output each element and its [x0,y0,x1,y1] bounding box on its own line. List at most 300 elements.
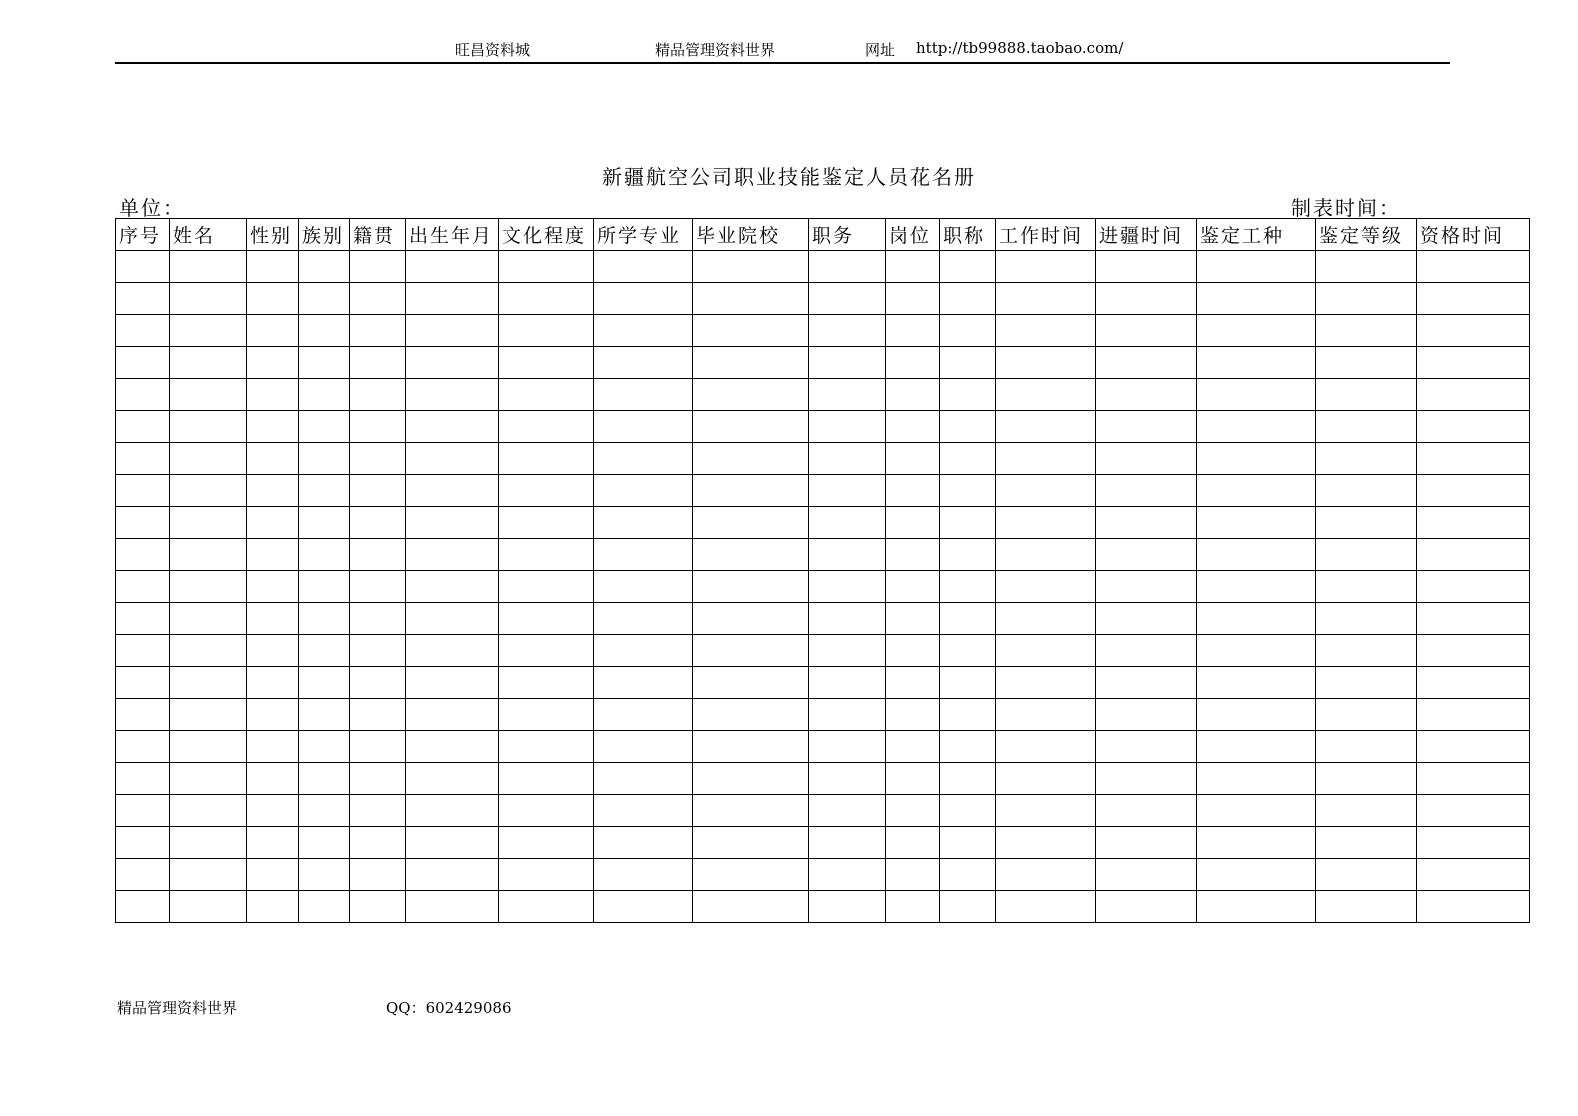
table-cell[interactable] [1316,347,1417,379]
table-cell[interactable] [350,571,406,603]
table-cell[interactable] [499,667,594,699]
table-cell[interactable] [809,891,886,923]
table-cell[interactable] [406,635,499,667]
header-url[interactable]: http://tb99888.taobao.com/ [916,39,1124,57]
table-cell[interactable] [247,379,299,411]
table-cell[interactable] [299,411,350,443]
table-cell[interactable] [996,571,1096,603]
table-cell[interactable] [299,667,350,699]
table-cell[interactable] [886,443,940,475]
table-cell[interactable] [247,347,299,379]
table-cell[interactable] [406,251,499,283]
table-cell[interactable] [406,475,499,507]
table-cell[interactable] [996,699,1096,731]
table-cell[interactable] [594,251,693,283]
table-cell[interactable] [1096,603,1197,635]
table-cell[interactable] [499,411,594,443]
table-cell[interactable] [406,859,499,891]
table-cell[interactable] [594,795,693,827]
table-cell[interactable] [809,859,886,891]
table-cell[interactable] [1316,603,1417,635]
table-cell[interactable] [406,763,499,795]
table-cell[interactable] [1316,571,1417,603]
table-cell[interactable] [809,763,886,795]
table-cell[interactable] [1417,795,1530,827]
table-cell[interactable] [299,635,350,667]
table-cell[interactable] [594,827,693,859]
table-cell[interactable] [406,379,499,411]
table-cell[interactable] [116,699,170,731]
table-cell[interactable] [350,443,406,475]
table-cell[interactable] [499,443,594,475]
table-cell[interactable] [809,827,886,859]
table-cell[interactable] [693,475,809,507]
table-cell[interactable] [886,827,940,859]
table-cell[interactable] [350,379,406,411]
table-cell[interactable] [499,699,594,731]
table-cell[interactable] [809,699,886,731]
table-cell[interactable] [594,539,693,571]
table-cell[interactable] [1197,443,1316,475]
table-cell[interactable] [1316,763,1417,795]
table-cell[interactable] [886,475,940,507]
table-cell[interactable] [499,859,594,891]
table-cell[interactable] [1316,507,1417,539]
table-cell[interactable] [499,827,594,859]
table-cell[interactable] [247,891,299,923]
table-cell[interactable] [594,379,693,411]
table-cell[interactable] [1417,379,1530,411]
table-cell[interactable] [996,667,1096,699]
table-cell[interactable] [1316,635,1417,667]
table-cell[interactable] [350,315,406,347]
table-cell[interactable] [1197,667,1316,699]
table-cell[interactable] [406,443,499,475]
table-cell[interactable] [809,635,886,667]
table-cell[interactable] [940,379,996,411]
table-cell[interactable] [247,475,299,507]
table-cell[interactable] [940,699,996,731]
table-cell[interactable] [886,315,940,347]
table-cell[interactable] [116,411,170,443]
table-cell[interactable] [809,603,886,635]
table-cell[interactable] [1096,891,1197,923]
table-cell[interactable] [594,507,693,539]
table-cell[interactable] [594,283,693,315]
table-cell[interactable] [247,859,299,891]
table-cell[interactable] [499,763,594,795]
table-cell[interactable] [886,763,940,795]
table-cell[interactable] [809,347,886,379]
table-cell[interactable] [170,827,247,859]
table-cell[interactable] [170,251,247,283]
table-cell[interactable] [499,251,594,283]
table-cell[interactable] [886,603,940,635]
table-cell[interactable] [594,571,693,603]
table-cell[interactable] [886,379,940,411]
table-cell[interactable] [247,251,299,283]
table-cell[interactable] [299,379,350,411]
table-cell[interactable] [594,411,693,443]
table-cell[interactable] [499,603,594,635]
table-cell[interactable] [350,699,406,731]
table-cell[interactable] [940,347,996,379]
table-cell[interactable] [886,507,940,539]
table-cell[interactable] [406,507,499,539]
table-cell[interactable] [299,507,350,539]
table-cell[interactable] [1417,635,1530,667]
table-cell[interactable] [170,507,247,539]
table-cell[interactable] [594,731,693,763]
table-cell[interactable] [1316,251,1417,283]
table-cell[interactable] [170,347,247,379]
table-cell[interactable] [116,603,170,635]
table-cell[interactable] [350,475,406,507]
table-cell[interactable] [886,731,940,763]
table-cell[interactable] [1096,731,1197,763]
table-cell[interactable] [299,827,350,859]
table-cell[interactable] [247,539,299,571]
table-cell[interactable] [940,859,996,891]
table-cell[interactable] [1417,283,1530,315]
table-cell[interactable] [693,859,809,891]
table-cell[interactable] [499,507,594,539]
table-cell[interactable] [809,315,886,347]
table-cell[interactable] [693,347,809,379]
table-cell[interactable] [693,763,809,795]
table-cell[interactable] [809,539,886,571]
table-cell[interactable] [499,475,594,507]
table-cell[interactable] [1096,763,1197,795]
table-cell[interactable] [693,411,809,443]
table-cell[interactable] [499,571,594,603]
table-cell[interactable] [1096,667,1197,699]
table-cell[interactable] [996,283,1096,315]
table-cell[interactable] [594,699,693,731]
table-cell[interactable] [499,539,594,571]
table-cell[interactable] [247,571,299,603]
table-cell[interactable] [299,283,350,315]
table-cell[interactable] [499,635,594,667]
table-cell[interactable] [996,763,1096,795]
table-cell[interactable] [1316,859,1417,891]
table-cell[interactable] [1417,315,1530,347]
table-cell[interactable] [406,539,499,571]
table-cell[interactable] [1197,731,1316,763]
table-cell[interactable] [940,731,996,763]
table-cell[interactable] [996,315,1096,347]
table-cell[interactable] [299,315,350,347]
table-cell[interactable] [247,283,299,315]
table-cell[interactable] [1096,315,1197,347]
table-cell[interactable] [1417,667,1530,699]
table-cell[interactable] [170,443,247,475]
table-cell[interactable] [1417,731,1530,763]
table-cell[interactable] [1197,315,1316,347]
table-cell[interactable] [594,603,693,635]
table-cell[interactable] [940,475,996,507]
table-cell[interactable] [1096,571,1197,603]
table-cell[interactable] [499,731,594,763]
table-cell[interactable] [940,891,996,923]
table-cell[interactable] [996,795,1096,827]
table-cell[interactable] [1096,251,1197,283]
table-cell[interactable] [1417,475,1530,507]
table-cell[interactable] [116,859,170,891]
table-cell[interactable] [693,603,809,635]
table-cell[interactable] [499,891,594,923]
table-cell[interactable] [247,315,299,347]
table-cell[interactable] [406,347,499,379]
table-cell[interactable] [299,475,350,507]
table-cell[interactable] [499,315,594,347]
table-cell[interactable] [1096,795,1197,827]
table-cell[interactable] [1316,475,1417,507]
table-cell[interactable] [940,507,996,539]
table-cell[interactable] [809,667,886,699]
table-cell[interactable] [1096,859,1197,891]
table-cell[interactable] [594,475,693,507]
table-cell[interactable] [247,795,299,827]
table-cell[interactable] [1197,379,1316,411]
table-cell[interactable] [594,347,693,379]
table-cell[interactable] [940,251,996,283]
table-cell[interactable] [886,539,940,571]
table-cell[interactable] [886,571,940,603]
table-cell[interactable] [693,571,809,603]
table-cell[interactable] [693,283,809,315]
table-cell[interactable] [1316,283,1417,315]
table-cell[interactable] [809,507,886,539]
table-cell[interactable] [406,283,499,315]
table-cell[interactable] [116,283,170,315]
table-cell[interactable] [1417,699,1530,731]
table-cell[interactable] [116,539,170,571]
table-cell[interactable] [170,891,247,923]
table-cell[interactable] [1316,699,1417,731]
table-cell[interactable] [693,667,809,699]
table-cell[interactable] [1316,443,1417,475]
table-cell[interactable] [247,699,299,731]
table-cell[interactable] [299,795,350,827]
table-cell[interactable] [247,603,299,635]
table-cell[interactable] [499,347,594,379]
table-cell[interactable] [1197,859,1316,891]
table-cell[interactable] [1096,347,1197,379]
table-cell[interactable] [350,251,406,283]
table-cell[interactable] [116,443,170,475]
table-cell[interactable] [940,283,996,315]
table-cell[interactable] [1197,635,1316,667]
table-cell[interactable] [996,475,1096,507]
table-cell[interactable] [116,827,170,859]
table-cell[interactable] [116,379,170,411]
table-cell[interactable] [594,891,693,923]
table-cell[interactable] [247,731,299,763]
table-cell[interactable] [350,411,406,443]
table-cell[interactable] [170,571,247,603]
table-cell[interactable] [406,667,499,699]
table-cell[interactable] [170,411,247,443]
table-cell[interactable] [350,731,406,763]
table-cell[interactable] [1197,539,1316,571]
table-cell[interactable] [940,795,996,827]
table-cell[interactable] [693,827,809,859]
table-cell[interactable] [886,635,940,667]
table-cell[interactable] [594,315,693,347]
table-cell[interactable] [1096,283,1197,315]
table-cell[interactable] [996,891,1096,923]
table-cell[interactable] [996,411,1096,443]
table-cell[interactable] [350,539,406,571]
table-cell[interactable] [940,635,996,667]
table-cell[interactable] [1096,379,1197,411]
table-cell[interactable] [299,763,350,795]
table-cell[interactable] [693,379,809,411]
table-cell[interactable] [299,347,350,379]
table-cell[interactable] [116,507,170,539]
table-cell[interactable] [693,443,809,475]
table-cell[interactable] [1417,603,1530,635]
table-cell[interactable] [594,635,693,667]
table-cell[interactable] [170,635,247,667]
table-cell[interactable] [1316,379,1417,411]
table-cell[interactable] [1417,827,1530,859]
table-cell[interactable] [350,891,406,923]
table-cell[interactable] [170,859,247,891]
table-cell[interactable] [693,731,809,763]
table-cell[interactable] [809,283,886,315]
table-cell[interactable] [116,667,170,699]
table-cell[interactable] [247,635,299,667]
table-cell[interactable] [1096,507,1197,539]
table-cell[interactable] [299,699,350,731]
table-cell[interactable] [299,859,350,891]
table-cell[interactable] [1096,635,1197,667]
table-cell[interactable] [940,827,996,859]
table-cell[interactable] [1197,763,1316,795]
table-cell[interactable] [996,603,1096,635]
table-cell[interactable] [940,315,996,347]
table-cell[interactable] [1096,699,1197,731]
table-cell[interactable] [693,891,809,923]
table-cell[interactable] [116,475,170,507]
table-cell[interactable] [996,635,1096,667]
table-cell[interactable] [350,603,406,635]
table-cell[interactable] [116,347,170,379]
table-cell[interactable] [1316,891,1417,923]
table-cell[interactable] [886,859,940,891]
table-cell[interactable] [406,827,499,859]
table-cell[interactable] [1417,859,1530,891]
table-cell[interactable] [996,507,1096,539]
table-cell[interactable] [406,315,499,347]
table-cell[interactable] [940,667,996,699]
table-cell[interactable] [1096,539,1197,571]
table-cell[interactable] [116,731,170,763]
table-cell[interactable] [996,539,1096,571]
table-cell[interactable] [594,763,693,795]
table-cell[interactable] [299,539,350,571]
table-cell[interactable] [693,539,809,571]
table-cell[interactable] [299,571,350,603]
table-cell[interactable] [350,859,406,891]
table-cell[interactable] [170,283,247,315]
table-cell[interactable] [406,699,499,731]
table-cell[interactable] [1417,539,1530,571]
table-cell[interactable] [886,283,940,315]
table-cell[interactable] [1417,443,1530,475]
table-cell[interactable] [886,667,940,699]
table-cell[interactable] [299,891,350,923]
table-cell[interactable] [406,731,499,763]
table-cell[interactable] [350,795,406,827]
table-cell[interactable] [809,443,886,475]
table-cell[interactable] [170,699,247,731]
table-cell[interactable] [499,379,594,411]
table-cell[interactable] [1417,571,1530,603]
table-cell[interactable] [170,475,247,507]
table-cell[interactable] [940,443,996,475]
table-cell[interactable] [1197,475,1316,507]
table-cell[interactable] [886,891,940,923]
table-cell[interactable] [1417,251,1530,283]
table-cell[interactable] [247,827,299,859]
table-cell[interactable] [116,795,170,827]
table-cell[interactable] [594,667,693,699]
table-cell[interactable] [1197,251,1316,283]
table-cell[interactable] [940,539,996,571]
table-cell[interactable] [170,379,247,411]
table-cell[interactable] [886,699,940,731]
table-cell[interactable] [940,763,996,795]
table-cell[interactable] [940,411,996,443]
table-cell[interactable] [247,507,299,539]
table-cell[interactable] [594,859,693,891]
table-cell[interactable] [1417,891,1530,923]
table-cell[interactable] [299,443,350,475]
table-cell[interactable] [996,251,1096,283]
table-cell[interactable] [116,635,170,667]
table-cell[interactable] [247,443,299,475]
table-cell[interactable] [170,603,247,635]
table-cell[interactable] [1316,315,1417,347]
table-cell[interactable] [116,315,170,347]
table-cell[interactable] [350,763,406,795]
table-cell[interactable] [1417,507,1530,539]
table-cell[interactable] [247,667,299,699]
table-cell[interactable] [350,827,406,859]
table-cell[interactable] [1316,795,1417,827]
table-cell[interactable] [299,731,350,763]
table-cell[interactable] [886,251,940,283]
table-cell[interactable] [1096,411,1197,443]
table-cell[interactable] [809,731,886,763]
table-cell[interactable] [170,731,247,763]
table-cell[interactable] [116,251,170,283]
table-cell[interactable] [299,251,350,283]
table-cell[interactable] [1197,699,1316,731]
table-cell[interactable] [940,571,996,603]
table-cell[interactable] [1197,411,1316,443]
table-cell[interactable] [170,763,247,795]
table-cell[interactable] [1197,347,1316,379]
table-cell[interactable] [693,315,809,347]
table-cell[interactable] [1197,795,1316,827]
table-cell[interactable] [1197,891,1316,923]
table-cell[interactable] [350,667,406,699]
table-cell[interactable] [594,443,693,475]
